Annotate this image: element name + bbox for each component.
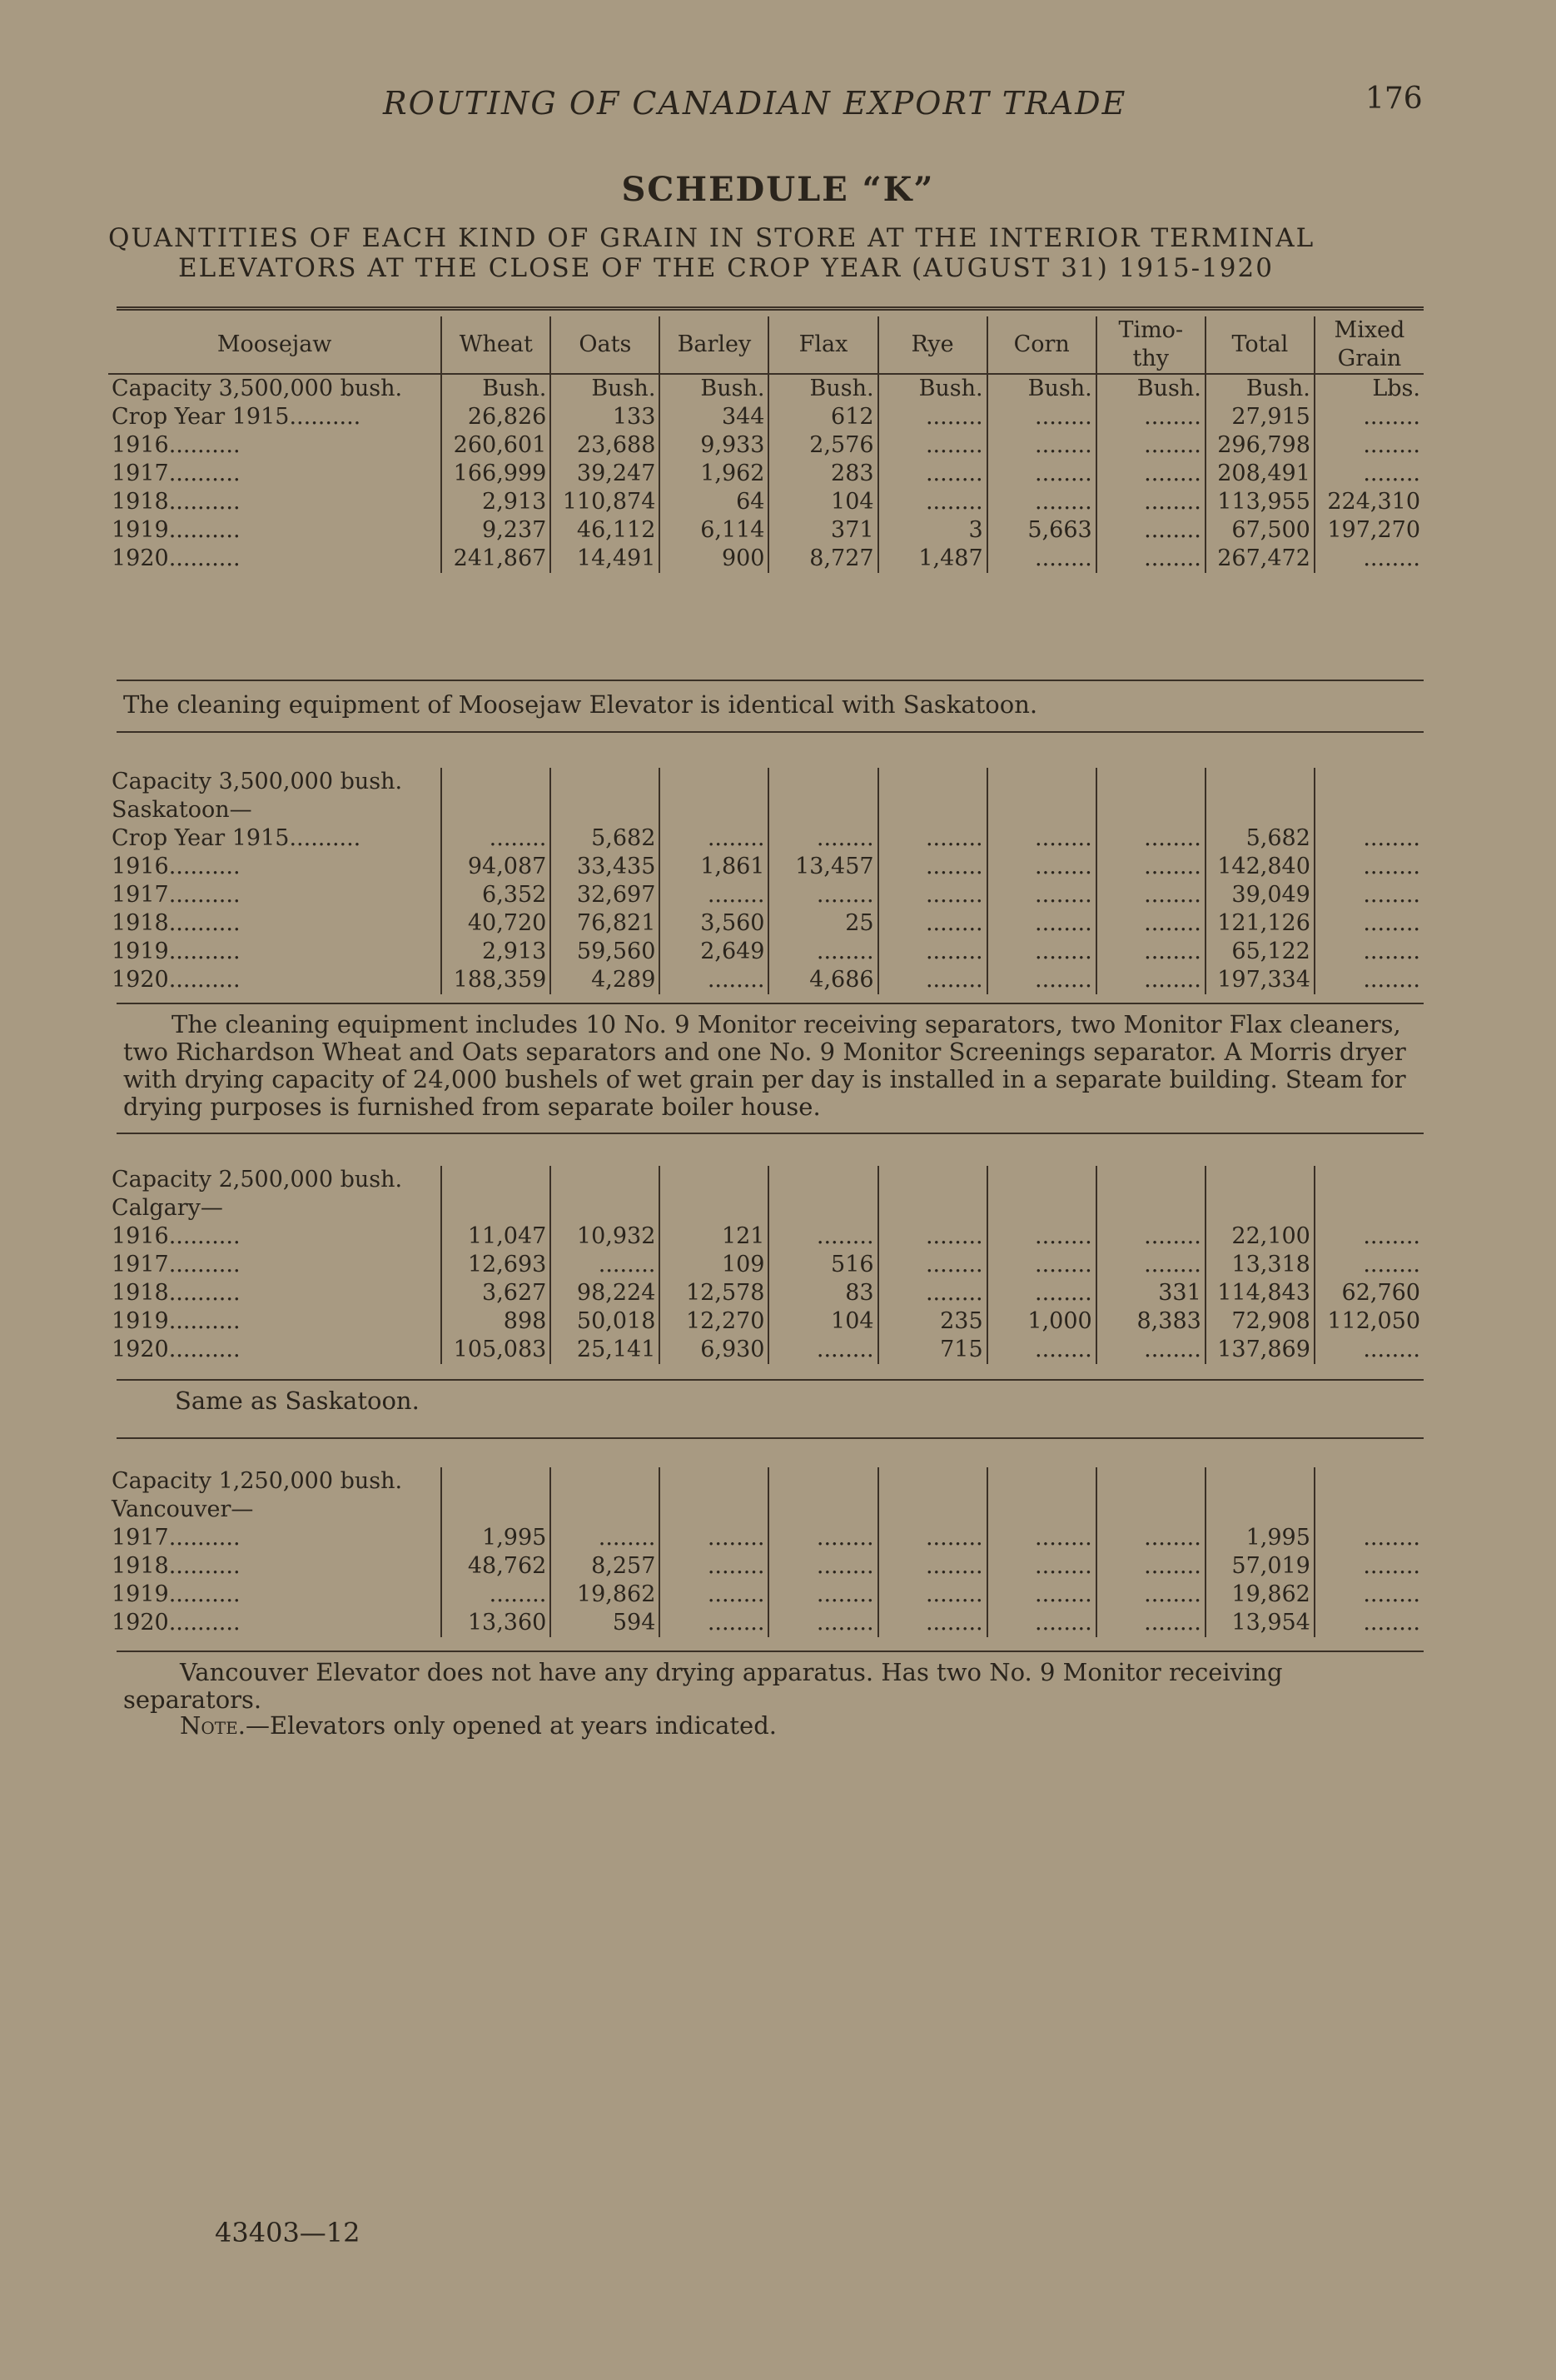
saskatoon-table: [108, 768, 1424, 994]
table-cell: 594: [550, 1609, 659, 1637]
table-cell: 331: [1096, 1279, 1206, 1307]
table-cell: 57,019: [1206, 1552, 1315, 1581]
table-cell: ........: [878, 1251, 987, 1279]
table-cell: ........: [1315, 966, 1424, 994]
table-row: [108, 909, 1424, 938]
table-cell: ........: [1096, 1524, 1206, 1552]
calgary-name-row: [108, 1194, 1424, 1222]
row-label: 1918..........: [112, 489, 241, 515]
table-cell: 898: [441, 1307, 550, 1336]
table-cell: 67,500: [1206, 516, 1315, 545]
moosejaw-note: The cleaning equipment of Moosejaw Elevator is identical with Saskatoon.: [123, 690, 1038, 719]
table-cell: ........: [1315, 909, 1424, 938]
note-label: Note.: [180, 1711, 246, 1740]
table-cell: ........: [878, 1609, 987, 1637]
table-cell: 1,962: [659, 460, 768, 488]
row-label: 1916..........: [112, 1223, 241, 1249]
section-rule: [117, 1651, 1424, 1652]
table-cell: ........: [1096, 545, 1206, 573]
table-cell: 1,995: [441, 1524, 550, 1552]
unit-label: Bush.: [441, 374, 550, 403]
unit-label: Lbs.: [1315, 374, 1424, 403]
table-cell: 6,930: [659, 1336, 768, 1364]
table-cell: ........: [768, 1609, 877, 1637]
table-cell: 9,933: [659, 431, 768, 460]
table-cell: 8,257: [550, 1552, 659, 1581]
table-cell: ........: [987, 1251, 1096, 1279]
table-cell: ........: [987, 431, 1096, 460]
table-cell: ........: [1096, 1552, 1206, 1581]
section-rule: [117, 731, 1424, 733]
unit-label: Bush.: [1206, 374, 1315, 403]
section-rule: [117, 1379, 1424, 1381]
table-cell: 14,491: [550, 545, 659, 573]
table-cell: 121: [659, 1222, 768, 1251]
table-cell: 12,578: [659, 1279, 768, 1307]
table-cell: 98,224: [550, 1279, 659, 1307]
table-cell: ........: [1096, 1251, 1206, 1279]
table-cell: ........: [1315, 403, 1424, 431]
table-cell: 59,560: [550, 938, 659, 966]
row-label: 1920..........: [112, 967, 241, 993]
table-cell: ........: [659, 1609, 768, 1637]
table-cell: ........: [659, 1552, 768, 1581]
table-cell: 3: [878, 516, 987, 545]
table-cell: ........: [987, 853, 1096, 881]
unit-label: Bush.: [659, 374, 768, 403]
table-cell: ........: [1315, 1222, 1424, 1251]
table-row: [108, 1609, 1424, 1637]
table-row: [108, 516, 1424, 545]
table-cell: ........: [659, 881, 768, 909]
running-title: ROUTING OF CANADIAN EXPORT TRADE: [383, 85, 1127, 122]
unit-label: Bush.: [878, 374, 987, 403]
calgary-note: Same as Saskatoon.: [175, 1387, 420, 1415]
table-cell: 39,049: [1206, 881, 1315, 909]
table-cell: 2,913: [441, 938, 550, 966]
table-cell: 23,688: [550, 431, 659, 460]
table-row: [108, 1251, 1424, 1279]
table-cell: 27,915: [1206, 403, 1315, 431]
row-label: 1920..........: [112, 545, 241, 571]
table-cell: ........: [1315, 938, 1424, 966]
vancouver-name-row: [108, 1496, 1424, 1524]
vancouver-name: Vancouver—: [112, 1496, 254, 1522]
table-cell: 19,862: [550, 1581, 659, 1609]
table-cell: ........: [768, 938, 877, 966]
table-cell: ........: [1096, 853, 1206, 881]
section-rule: [117, 680, 1424, 681]
table-cell: 104: [768, 488, 877, 516]
table-cell: 1,861: [659, 853, 768, 881]
table-cell: 2,576: [768, 431, 877, 460]
top-double-rule: [117, 306, 1424, 311]
table-cell: ........: [987, 824, 1096, 853]
row-label: Crop Year 1915..........: [112, 825, 361, 851]
table-cell: 900: [659, 545, 768, 573]
table-cell: ........: [1315, 1336, 1424, 1364]
column-header-timothy: Timo-thy: [1096, 316, 1206, 374]
column-header-elevator: Moosejaw: [216, 331, 332, 357]
table-cell: ........: [550, 1251, 659, 1279]
table-row: [108, 488, 1424, 516]
row-label: 1919..........: [112, 1308, 241, 1334]
table-row: [108, 1279, 1424, 1307]
table-row: [108, 1222, 1424, 1251]
table-cell: ........: [878, 403, 987, 431]
table-cell: ........: [768, 1222, 877, 1251]
table-cell: 260,601: [441, 431, 550, 460]
table-cell: 104: [768, 1307, 877, 1336]
calgary-capacity-row: [108, 1166, 1424, 1194]
table-cell: ........: [987, 403, 1096, 431]
table-cell: ........: [878, 460, 987, 488]
table-cell: ........: [659, 966, 768, 994]
table-cell: ........: [1315, 1609, 1424, 1637]
table-cell: ........: [1315, 1524, 1424, 1552]
table-cell: 11,047: [441, 1222, 550, 1251]
unit-label: Bush.: [987, 374, 1096, 403]
table-cell: 76,821: [550, 909, 659, 938]
column-header-barley: Barley: [659, 316, 768, 374]
table-cell: ........: [878, 431, 987, 460]
table-cell: 5,663: [987, 516, 1096, 545]
table-cell: 12,693: [441, 1251, 550, 1279]
unit-row: [108, 374, 1424, 403]
table-cell: ........: [768, 1581, 877, 1609]
column-header-wheat: Wheat: [441, 316, 550, 374]
table-cell: 13,457: [768, 853, 877, 881]
moosejaw-table: [108, 316, 1424, 573]
unit-label: Bush.: [1096, 374, 1206, 403]
moosejaw-rows: [108, 403, 1424, 573]
table-cell: 197,270: [1315, 516, 1424, 545]
table-cell: ........: [987, 1609, 1096, 1637]
table-cell: 224,310: [1315, 488, 1424, 516]
row-label: 1917..........: [112, 1252, 241, 1277]
table-cell: 166,999: [441, 460, 550, 488]
table-cell: 2,649: [659, 938, 768, 966]
table-cell: ........: [1315, 1552, 1424, 1581]
table-cell: ........: [1315, 881, 1424, 909]
table-cell: 296,798: [1206, 431, 1315, 460]
table-cell: 113,955: [1206, 488, 1315, 516]
table-cell: 3,627: [441, 1279, 550, 1307]
table-cell: 33,435: [550, 853, 659, 881]
page-number: 176: [1365, 82, 1423, 116]
footer-code: 43403—12: [215, 2217, 360, 2248]
table-cell: 5,682: [550, 824, 659, 853]
table-cell: ........: [987, 1552, 1096, 1581]
table-cell: ........: [1096, 488, 1206, 516]
table-row: [108, 403, 1424, 431]
section-rule: [117, 1133, 1424, 1134]
table-cell: 112,050: [1315, 1307, 1424, 1336]
table-cell: 267,472: [1206, 545, 1315, 573]
calgary-name: Calgary—: [112, 1195, 223, 1221]
table-cell: ........: [1096, 1222, 1206, 1251]
table-cell: 6,114: [659, 516, 768, 545]
row-label: 1919..........: [112, 939, 241, 964]
schedule-title: SCHEDULE “K”: [621, 170, 935, 209]
moosejaw-capacity: Capacity 3,500,000 bush.: [112, 376, 403, 401]
table-cell: ........: [878, 1222, 987, 1251]
row-label: 1917..........: [112, 461, 241, 486]
table-cell: ........: [768, 824, 877, 853]
table-cell: ........: [659, 1524, 768, 1552]
table-cell: 50,018: [550, 1307, 659, 1336]
table-cell: ........: [1096, 403, 1206, 431]
table-row: [108, 1336, 1424, 1364]
table-cell: ........: [878, 966, 987, 994]
table-cell: 10,932: [550, 1222, 659, 1251]
table-cell: 1,487: [878, 545, 987, 573]
vancouver-capacity: Capacity 1,250,000 bush.: [112, 1468, 403, 1494]
table-cell: 65,122: [1206, 938, 1315, 966]
table-cell: ........: [987, 909, 1096, 938]
table-cell: 19,862: [1206, 1581, 1315, 1609]
table-cell: 13,360: [441, 1609, 550, 1637]
table-cell: ........: [878, 1552, 987, 1581]
table-cell: 235: [878, 1307, 987, 1336]
table-cell: 344: [659, 403, 768, 431]
table-cell: 1,995: [1206, 1524, 1315, 1552]
column-header-corn: Corn: [987, 316, 1096, 374]
vancouver-note: Vancouver Elevator does not have any drying apparatus. Has two No. 9 Monitor receiving separators.: [123, 1658, 1283, 1714]
row-label: 1918..........: [112, 910, 241, 936]
table-cell: 121,126: [1206, 909, 1315, 938]
row-label: Crop Year 1915..........: [112, 404, 361, 430]
table-row: [108, 545, 1424, 573]
column-header-mixed-grain: Mixed Grain: [1315, 316, 1424, 374]
table-cell: 8,727: [768, 545, 877, 573]
table-cell: ........: [878, 853, 987, 881]
column-header-flax: Flax: [768, 316, 877, 374]
table-cell: ........: [1315, 824, 1424, 853]
table-cell: ........: [1096, 516, 1206, 545]
table-cell: 371: [768, 516, 877, 545]
table-cell: 197,334: [1206, 966, 1315, 994]
table-cell: ........: [1096, 460, 1206, 488]
table-cell: ........: [659, 1581, 768, 1609]
table-cell: ........: [1315, 853, 1424, 881]
table-cell: ........: [768, 881, 877, 909]
table-row: [108, 431, 1424, 460]
table-cell: 94,087: [441, 853, 550, 881]
table-subtitle: [108, 223, 1424, 283]
table-cell: 32,697: [550, 881, 659, 909]
table-cell: ........: [659, 824, 768, 853]
column-header-total: Total: [1206, 316, 1315, 374]
table-cell: ........: [1096, 1581, 1206, 1609]
table-cell: 283: [768, 460, 877, 488]
table-cell: ........: [1096, 909, 1206, 938]
table-cell: ........: [1096, 1609, 1206, 1637]
table-cell: ........: [1096, 938, 1206, 966]
row-label: 1917..........: [112, 1525, 241, 1551]
table-row: [108, 1307, 1424, 1336]
row-label: 1916..........: [112, 854, 241, 879]
table-cell: 715: [878, 1336, 987, 1364]
table-cell: 9,237: [441, 516, 550, 545]
table-cell: 5,682: [1206, 824, 1315, 853]
table-cell: ........: [878, 938, 987, 966]
table-cell: 110,874: [550, 488, 659, 516]
row-label: 1917..........: [112, 882, 241, 908]
table-cell: 137,869: [1206, 1336, 1315, 1364]
note-text: —Elevators only opened at years indicated.: [245, 1711, 777, 1740]
table-cell: ........: [1315, 1581, 1424, 1609]
row-label: 1918..........: [112, 1280, 241, 1306]
table-cell: ........: [987, 545, 1096, 573]
table-cell: ........: [550, 1524, 659, 1552]
saskatoon-name-row: [108, 796, 1424, 824]
table-cell: ........: [768, 1552, 877, 1581]
table-row: [108, 460, 1424, 488]
table-cell: 22,100: [1206, 1222, 1315, 1251]
table-cell: 114,843: [1206, 1279, 1315, 1307]
table-cell: 188,359: [441, 966, 550, 994]
table-cell: ........: [878, 1524, 987, 1552]
table-cell: 64: [659, 488, 768, 516]
column-header-oats: Oats: [550, 316, 659, 374]
table-cell: ........: [878, 824, 987, 853]
row-label: 1920..........: [112, 1337, 241, 1362]
row-label: 1919..........: [112, 1581, 241, 1607]
table-cell: 72,908: [1206, 1307, 1315, 1336]
table-cell: 25: [768, 909, 877, 938]
table-cell: ........: [1096, 431, 1206, 460]
table-row: [108, 1581, 1424, 1609]
table-cell: ........: [987, 1336, 1096, 1364]
saskatoon-rows: [108, 824, 1424, 994]
subtitle-line-1: QUANTITIES OF EACH KIND OF GRAIN IN STORE AT THE INTERIOR TERMINAL: [108, 223, 1315, 253]
subtitle-line-2: ELEVATORS AT THE CLOSE OF THE CROP YEAR (AUGUST 31) 1915-1920: [178, 253, 1274, 283]
saskatoon-capacity: Capacity 3,500,000 bush.: [112, 769, 403, 794]
vancouver-rows: [108, 1524, 1424, 1637]
calgary-table: [108, 1166, 1424, 1364]
table-cell: ........: [441, 824, 550, 853]
table-cell: 2,913: [441, 488, 550, 516]
table-cell: 83: [768, 1279, 877, 1307]
row-label: 1920..........: [112, 1610, 241, 1636]
table-cell: ........: [987, 1279, 1096, 1307]
table-cell: ........: [878, 488, 987, 516]
table-cell: ........: [1096, 966, 1206, 994]
table-cell: 208,491: [1206, 460, 1315, 488]
table-cell: ........: [768, 1524, 877, 1552]
table-cell: ........: [1315, 1251, 1424, 1279]
table-cell: ........: [1096, 824, 1206, 853]
table-cell: ........: [987, 1222, 1096, 1251]
table-cell: 13,318: [1206, 1251, 1315, 1279]
column-header-row: [108, 316, 1424, 374]
table-cell: ........: [1096, 881, 1206, 909]
table-cell: ........: [987, 460, 1096, 488]
table-cell: 516: [768, 1251, 877, 1279]
table-cell: ........: [987, 881, 1096, 909]
table-row: [108, 881, 1424, 909]
saskatoon-name: Saskatoon—: [112, 797, 252, 823]
table-cell: 48,762: [441, 1552, 550, 1581]
table-cell: ........: [878, 1581, 987, 1609]
table-cell: 133: [550, 403, 659, 431]
table-cell: ........: [987, 966, 1096, 994]
table-cell: 142,840: [1206, 853, 1315, 881]
unit-label: Bush.: [550, 374, 659, 403]
table-cell: ........: [441, 1581, 550, 1609]
vancouver-capacity-row: [108, 1467, 1424, 1496]
table-cell: ........: [768, 1336, 877, 1364]
table-cell: ........: [987, 488, 1096, 516]
table-cell: ........: [878, 881, 987, 909]
table-cell: 26,826: [441, 403, 550, 431]
table-row: [108, 1524, 1424, 1552]
table-cell: ........: [987, 1581, 1096, 1609]
table-row: [108, 1552, 1424, 1581]
table-cell: ........: [1315, 431, 1424, 460]
table-cell: 109: [659, 1251, 768, 1279]
row-label: 1919..........: [112, 517, 241, 543]
table-cell: 6,352: [441, 881, 550, 909]
table-cell: 46,112: [550, 516, 659, 545]
table-cell: 612: [768, 403, 877, 431]
table-cell: ........: [1315, 460, 1424, 488]
table-cell: 25,141: [550, 1336, 659, 1364]
table-cell: ........: [987, 1524, 1096, 1552]
saskatoon-note: The cleaning equipment includes 10 No. 9 Monitor receiving separators, two Monitor Flax cleaners, two Richardson Wheat and Oats separators and one No. 9 Monitor Screenings separator. A Morris dryer with drying capacity of 24,000 bushels of wet grain per day is installed in a separate building. Steam for drying purposes is furnished from separate boiler house.: [123, 1010, 1406, 1121]
table-cell: 12,270: [659, 1307, 768, 1336]
row-label: 1916..........: [112, 432, 241, 458]
section-rule: [117, 1437, 1424, 1439]
table-row: [108, 853, 1424, 881]
table-cell: 4,289: [550, 966, 659, 994]
table-cell: 241,867: [441, 545, 550, 573]
calgary-rows: [108, 1222, 1424, 1364]
unit-label: Bush.: [768, 374, 877, 403]
elevators-note: [180, 1712, 1479, 1740]
column-header-rye: Rye: [878, 316, 987, 374]
table-cell: 62,760: [1315, 1279, 1424, 1307]
table-cell: ........: [987, 938, 1096, 966]
table-cell: 13,954: [1206, 1609, 1315, 1637]
section-rule: [117, 1003, 1424, 1004]
table-cell: 39,247: [550, 460, 659, 488]
table-cell: 4,686: [768, 966, 877, 994]
table-cell: ........: [1096, 1336, 1206, 1364]
table-cell: ........: [878, 1279, 987, 1307]
table-cell: 40,720: [441, 909, 550, 938]
table-cell: 1,000: [987, 1307, 1096, 1336]
table-row: [108, 824, 1424, 853]
table-cell: ........: [1315, 545, 1424, 573]
vancouver-table: [108, 1467, 1424, 1637]
table-cell: 3,560: [659, 909, 768, 938]
table-cell: 8,383: [1096, 1307, 1206, 1336]
calgary-capacity: Capacity 2,500,000 bush.: [112, 1167, 403, 1192]
table-row: [108, 938, 1424, 966]
row-label: 1918..........: [112, 1553, 241, 1579]
table-cell: ........: [878, 909, 987, 938]
table-row: [108, 966, 1424, 994]
table-cell: 105,083: [441, 1336, 550, 1364]
saskatoon-capacity-row: [108, 768, 1424, 796]
